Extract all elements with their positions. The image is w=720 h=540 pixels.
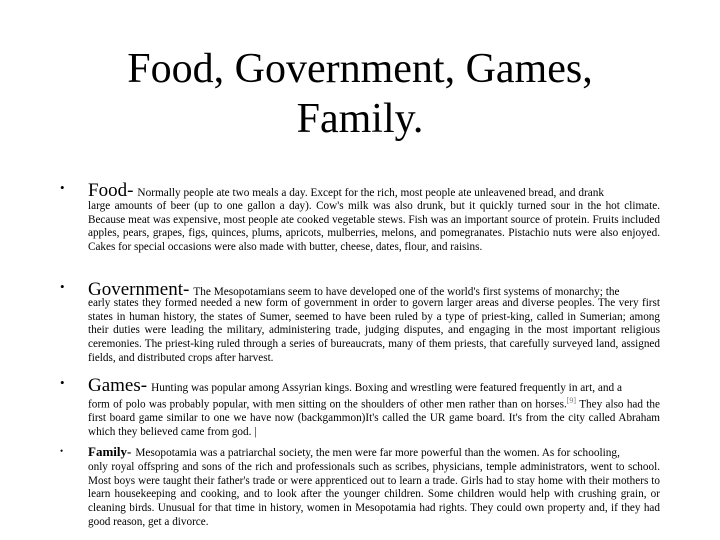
item-heading-line — [88, 180, 604, 202]
item-body-part-1: form of polo was probably popular, with men sitting on the shoulders of other men rather than on horses. — [88, 398, 567, 411]
item-heading: Games- — [88, 375, 148, 396]
item-body: only royal offspring and sons of the rich and professionals such as scribes, physicians, temple administrators, went to school. Most boys were taught their father's trade or were apprenticed out to learn a trade. Girls had to stay home with their mothers to learn housekeeping and cooking, and to look after the younger children. Some children would help with crushing grain, or cleaning birds. Unusual for that time in history, women in Mesopotamia had rights. They could own property and, if they had good reason, get a divorce. — [88, 461, 660, 528]
item-lead-text: Mesopotamia was a patriarchal society, the men were far more powerful than the women. As for schooling, — [135, 447, 620, 459]
item-heading-line — [88, 443, 620, 461]
item-body: early states they formed needed a new form of government in order to govern larger areas and diverse peoples. The very first states in human history, the states of Sumer, seemed to have been ruled by a type of priest-king, called in Sumerian; among their duties were leading the military, administering trade, judging disputes, and engaging in the most important religious ceremonies. The priest-king ruled through a series of bureaucrats, many of them priests, that carefully surveyed land, assigned fields, and distributed crops after harvest. — [88, 297, 660, 364]
item-lead-text: Normally people ate two meals a day. Except for the rich, most people ate unleavened bread, and drank — [137, 187, 605, 199]
item-heading: Family- — [88, 444, 132, 459]
bullet-icon: • — [60, 375, 65, 390]
bullet-icon: • — [60, 446, 64, 456]
item-heading: Food- — [88, 180, 134, 201]
slide-title — [60, 44, 660, 144]
item-heading: Government- — [88, 279, 190, 300]
item-lead-text: Hunting was popular among Assyrian kings. Boxing and wrestling were featured frequently in art, and a — [151, 382, 622, 394]
item-body-part-2: They also had the first board game similar to one we have now (backgammon)It's called the UR game board. It's from the city called Abraham which they believed came from god. | — [88, 398, 660, 439]
item-lead-text: The Mesopotamians seem to have developed one of the world's first systems of monarchy; the — [193, 286, 620, 298]
title-line-1: Food, Government, Games, — [127, 46, 593, 92]
bullet-icon: • — [60, 180, 65, 195]
bullet-icon: • — [60, 279, 65, 294]
item-body: large amounts of beer (up to one gallon a day). Cow's milk was also drunk, but it quickly turned sour in the hot climate. Because meat was expensive, most people ate cooked vegetable stews. Fish was an important source of protein. Fruits included apples, pears, grapes, figs, quinces, plums, apricots, mulberries, melons, and pomegranates. Pistachio nuts were also enjoyed. Cakes for special occasions were also made with butter, cheese, dates, flour, and raisins. — [88, 200, 660, 254]
footnote-link[interactable]: [9] — [566, 396, 577, 405]
title-line-2: Family. — [296, 96, 424, 142]
item-body — [88, 394, 660, 440]
